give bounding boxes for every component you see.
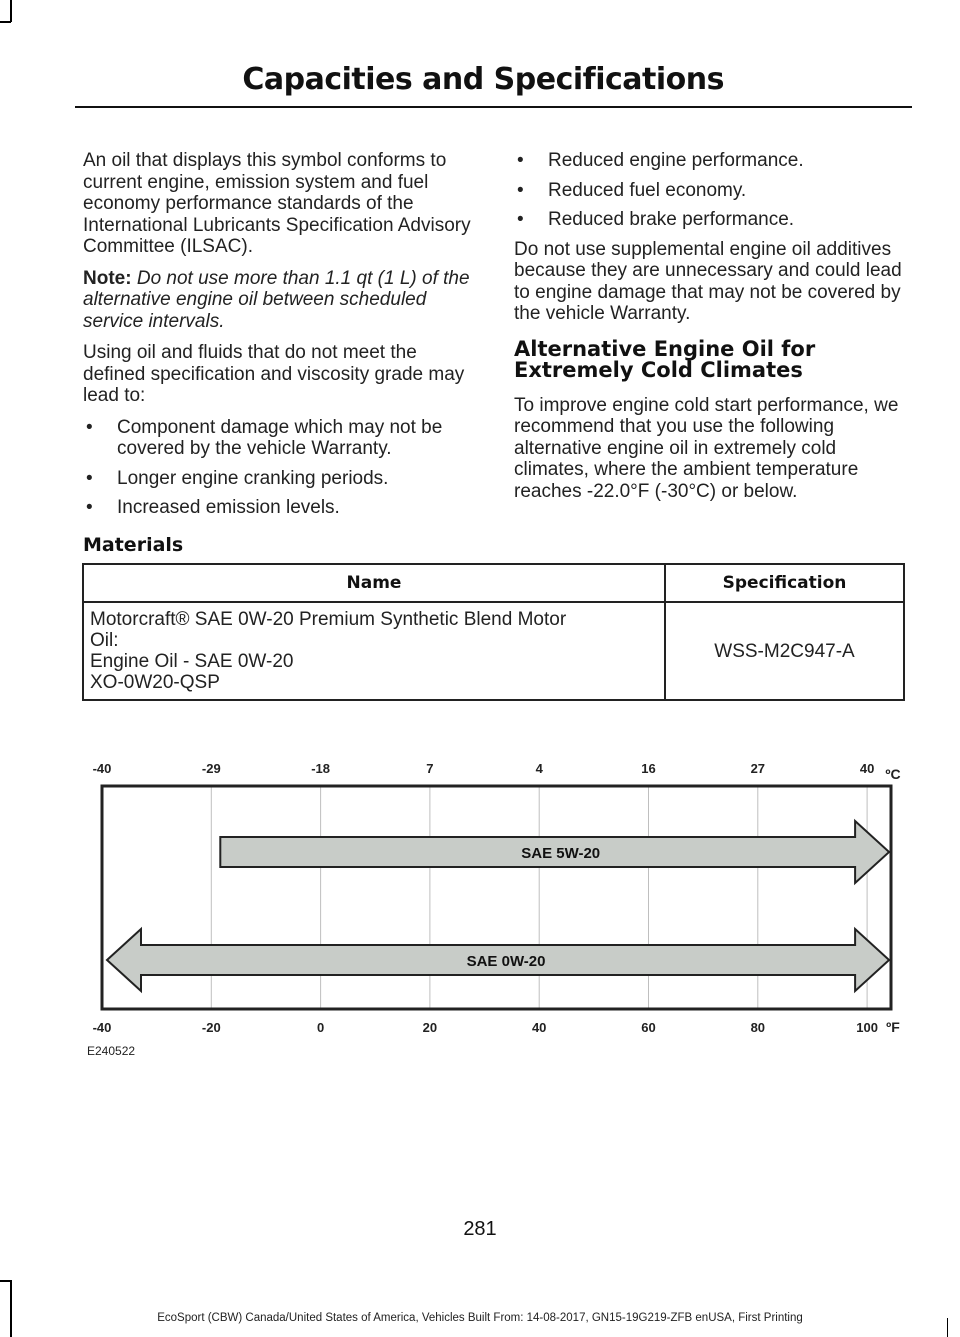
chart-svg [80, 755, 910, 1065]
materials-label: Materials [83, 534, 184, 556]
crop-mark [0, 1280, 11, 1282]
page-number: 281 [463, 1218, 497, 1240]
note-label: Note: [83, 267, 132, 289]
band-label: SAE 5W-20 [521, 845, 601, 862]
band-label: SAE 0W-20 [466, 953, 546, 970]
note-text: Do not use more than 1.1 qt (1 L) of the alternative engine oil between scheduled service intervals. [83, 267, 470, 332]
celsius-unit-label: ºC [885, 766, 901, 782]
fahrenheit-tick-label: 80 [750, 1020, 766, 1035]
header-rule [75, 106, 912, 108]
fahrenheit-tick-label: 0 [316, 1020, 325, 1035]
list-item: • Component damage which may not be covered by the vehicle Warranty. [83, 417, 478, 460]
celsius-tick-label: -29 [201, 761, 221, 776]
celsius-tick-label: 27 [750, 761, 766, 776]
celsius-tick-label: -18 [311, 761, 330, 776]
list-item: • Reduced fuel economy. [514, 180, 910, 202]
page-title: Capacities and Specifications [242, 62, 724, 97]
fahrenheit-unit-label: ºF [886, 1019, 900, 1035]
material-name-line: XO-0W20-QSP [90, 672, 220, 693]
crop-mark [10, 1280, 12, 1337]
column-header-name: Name [83, 564, 665, 602]
material-name-line: Engine Oil - SAE 0W-20 [90, 651, 294, 672]
celsius-tick-label: 40 [859, 761, 875, 776]
fahrenheit-tick-label: 20 [422, 1020, 438, 1035]
table-row [83, 602, 904, 700]
list-item: • Reduced brake performance. [514, 209, 910, 231]
oil-temperature-chart [80, 755, 910, 1065]
celsius-tick-label: 7 [426, 761, 434, 776]
note-paragraph [83, 268, 478, 333]
celsius-tick-label: 16 [641, 761, 656, 776]
table-header-row [83, 564, 904, 602]
list-item: • Reduced engine performance. [514, 150, 910, 172]
consequence-list-continued [514, 150, 910, 231]
section-heading [514, 336, 910, 382]
list-item: • Increased emission levels. [83, 497, 478, 519]
fahrenheit-tick-label: 40 [531, 1020, 547, 1035]
fahrenheit-tick-label: 60 [641, 1020, 656, 1035]
ilsac-paragraph: An oil that displays this symbol conforms to current engine, emission system and fuel economy performance standards of the International Lubricants Specification Advisory Committee (ILSAC). [83, 150, 471, 257]
right-column [514, 150, 910, 512]
material-spec-cell: WSS-M2C947-A [665, 602, 904, 700]
material-name-cell [83, 602, 665, 700]
consequence-list [83, 417, 478, 519]
fahrenheit-tick-label: -20 [201, 1020, 221, 1035]
fahrenheit-tick-label: -40 [92, 1020, 112, 1035]
additives-paragraph: Do not use supplemental engine oil additives because they are unnecessary and could lead to engine damage that may not be covered by the vehicle Warranty. [514, 238, 902, 324]
fahrenheit-tick-label: 100 [856, 1020, 878, 1035]
footer-text: EcoSport (CBW) Canada/United States of America, Vehicles Built From: 14-08-2017, GN15-19G219-ZFB enUSA, First Printing [157, 1312, 803, 1324]
left-column [83, 150, 478, 527]
figure-code: E240522 [87, 1044, 136, 1058]
celsius-tick-label: 4 [535, 761, 543, 776]
material-name-line: Motorcraft® SAE 0W-20 Premium Synthetic Blend Motor [90, 609, 567, 630]
section-heading-line: Extremely Cold Climates [514, 357, 803, 382]
materials-table [82, 563, 905, 701]
celsius-tick-label: -40 [92, 761, 112, 776]
crop-mark [10, 0, 12, 22]
section-heading-line: Alternative Engine Oil for [514, 336, 816, 361]
material-name-line: Oil: [90, 630, 119, 651]
using-oil-paragraph: Using oil and fluids that do not meet the defined specification and viscosity grade may lead to: [83, 342, 465, 406]
column-header-specification: Specification [665, 564, 904, 602]
crop-mark [0, 21, 11, 23]
cold-climate-paragraph: To improve engine cold start performance, we recommend that you use the following alternative engine oil in extremely cold climates, where the ambient temperature reaches -22.0°F (-30°C) or below. [514, 394, 899, 502]
list-item: • Longer engine cranking periods. [83, 468, 478, 490]
